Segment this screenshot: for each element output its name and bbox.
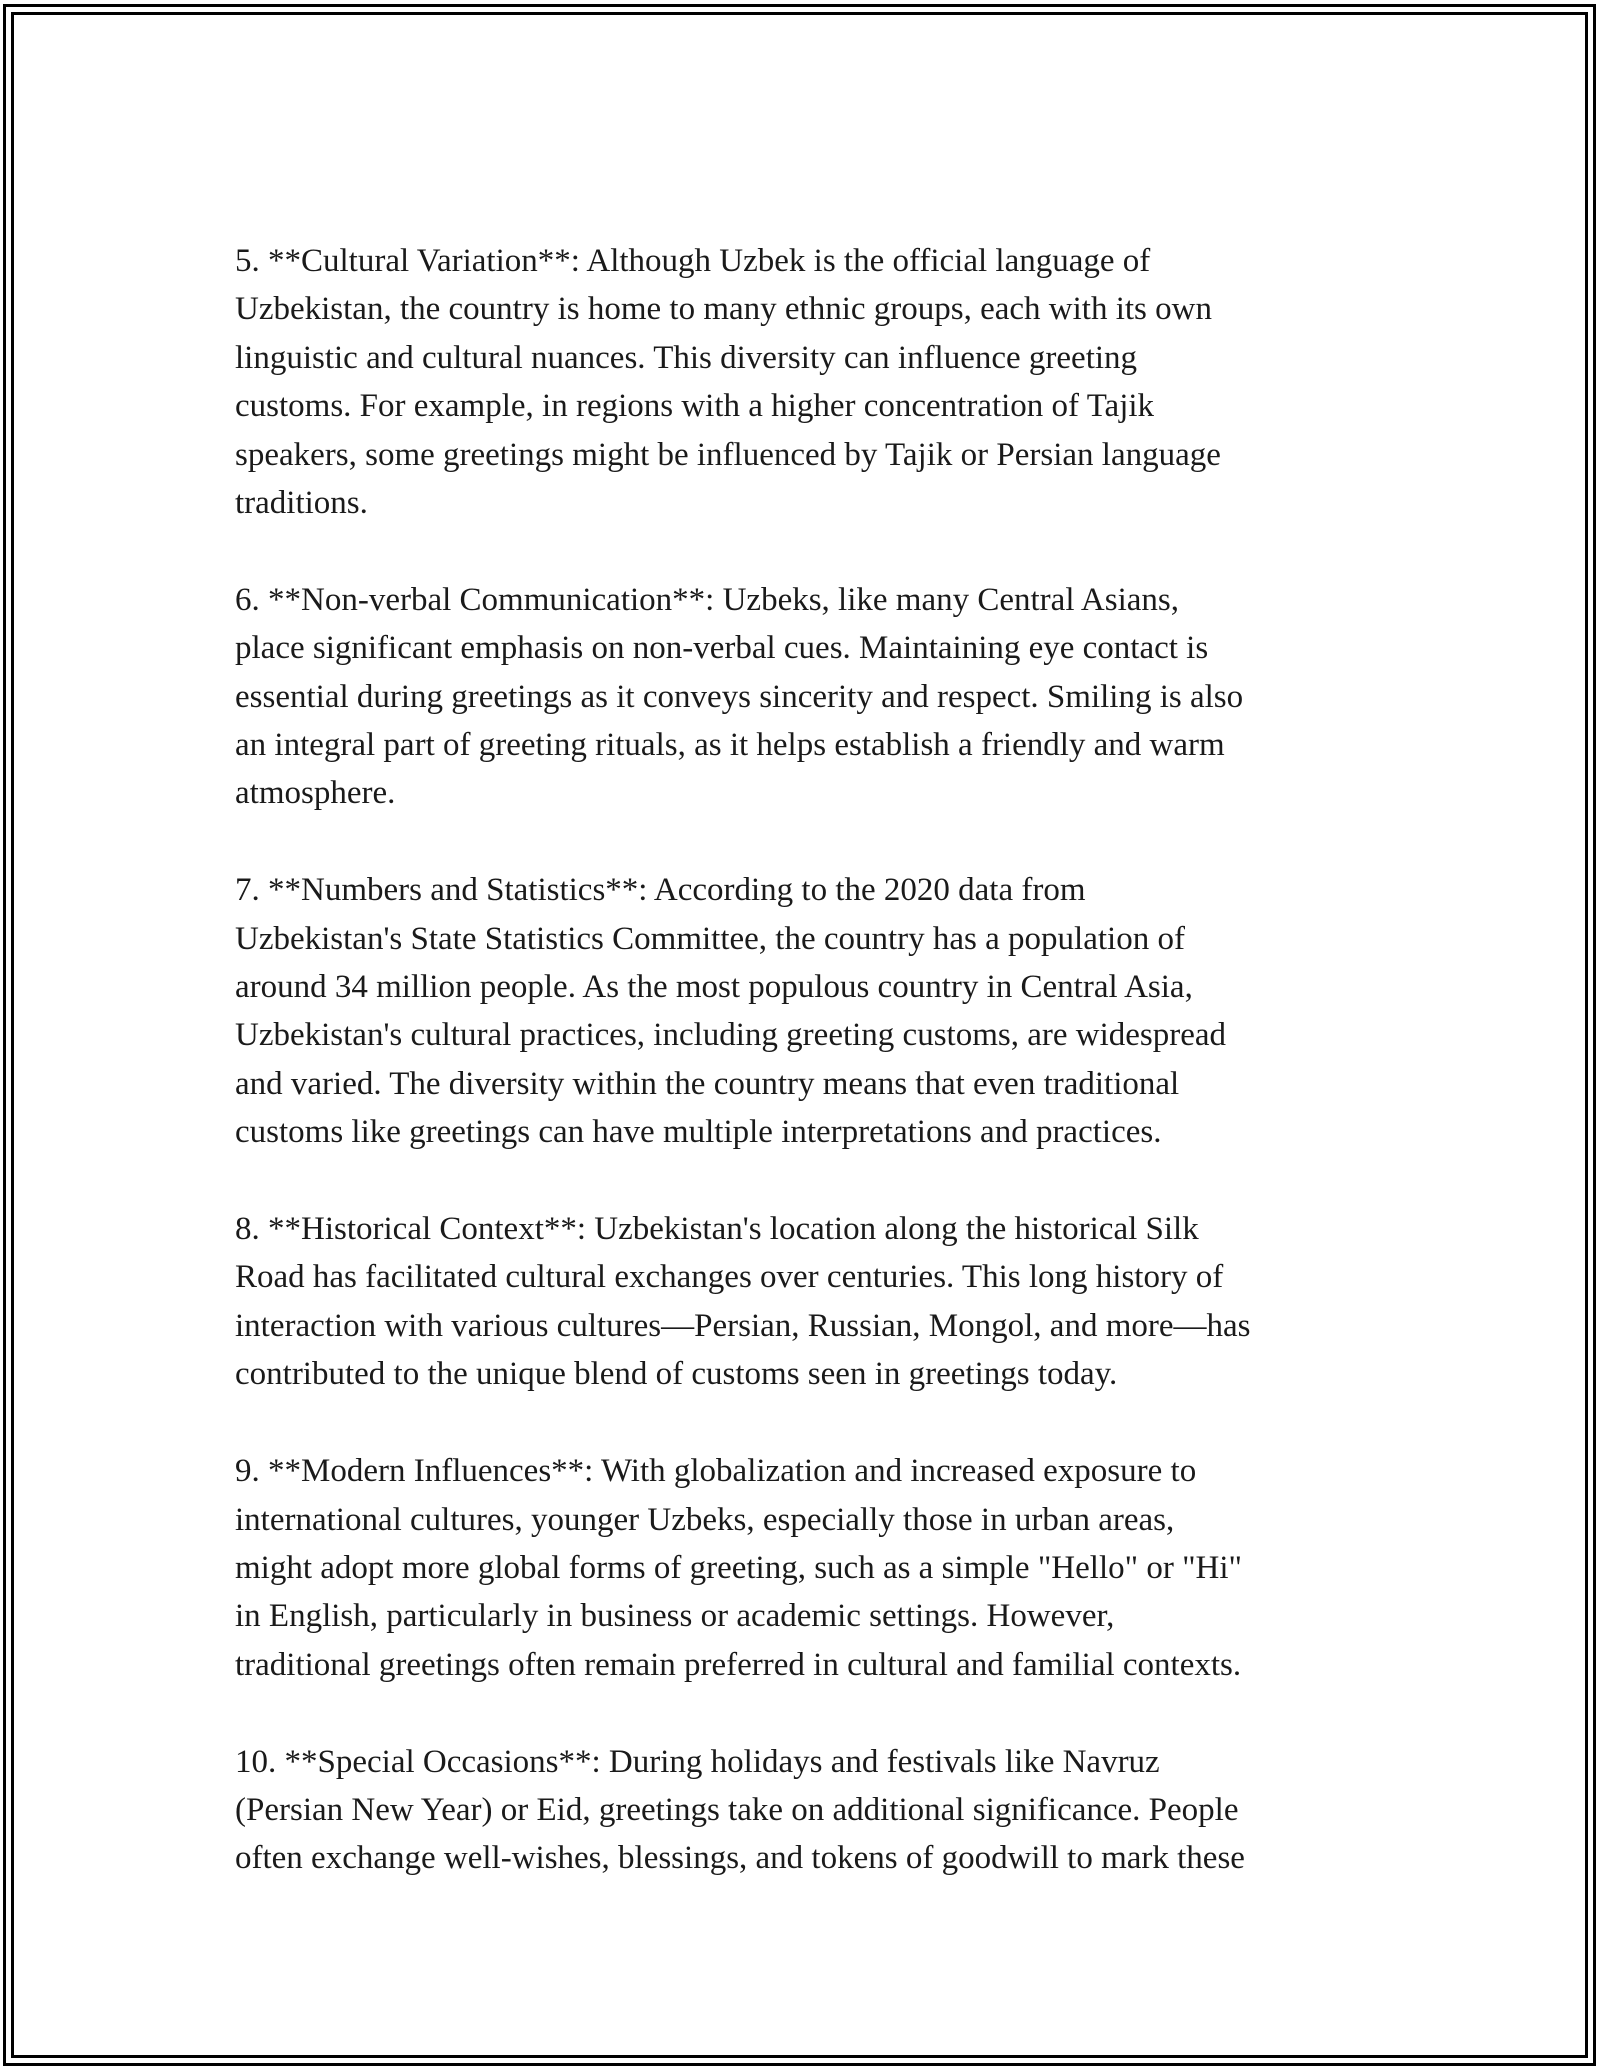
text-line: interaction with various cultures—Persian, Russian, Mongol, and more—has bbox=[235, 1307, 1251, 1344]
text-line: customs like greetings can have multiple interpretations and practices. bbox=[235, 1114, 1162, 1151]
text-line: 9. **Modern Influences**: With globalization and increased exposure to bbox=[235, 1453, 1197, 1490]
text-line: Uzbekistan's State Statistics Committee, the country has a population of bbox=[235, 920, 1185, 957]
text-line: often exchange well-wishes, blessings, and tokens of goodwill to mark these bbox=[235, 1840, 1245, 1877]
text-line: contributed to the unique blend of customs seen in greetings today. bbox=[235, 1356, 1118, 1393]
document-body bbox=[235, 237, 1375, 1931]
text-line: Road has facilitated cultural exchanges over centuries. This long history of bbox=[235, 1259, 1224, 1296]
text-line: and varied. The diversity within the country means that even traditional bbox=[235, 1065, 1180, 1102]
text-line: 6. **Non-verbal Communication**: Uzbeks, like many Central Asians, bbox=[235, 581, 1179, 618]
text-line: place significant emphasis on non-verbal cues. Maintaining eye contact is bbox=[235, 630, 1209, 667]
text-line: (Persian New Year) or Eid, greetings take on additional significance. People bbox=[235, 1791, 1239, 1828]
text-line: atmosphere. bbox=[235, 775, 396, 812]
text-line: speakers, some greetings might be influenced by Tajik or Persian language bbox=[235, 436, 1221, 473]
text-line: might adopt more global forms of greeting, such as a simple "Hello" or "Hi" bbox=[235, 1549, 1243, 1586]
text-line: Uzbekistan's cultural practices, including greeting customs, are widespread bbox=[235, 1017, 1227, 1054]
text-line: linguistic and cultural nuances. This diversity can influence greeting bbox=[235, 339, 1138, 376]
text-line: 10. **Special Occasions**: During holidays and festivals like Navruz bbox=[235, 1743, 1160, 1780]
text-line: in English, particularly in business or academic settings. However, bbox=[235, 1598, 1115, 1635]
text-line: traditional greetings often remain preferred in cultural and familial contexts. bbox=[235, 1646, 1242, 1683]
text-line: around 34 million people. As the most populous country in Central Asia, bbox=[235, 969, 1193, 1006]
paragraph-cultural-variation bbox=[235, 237, 1375, 527]
text-line: traditions. bbox=[235, 485, 368, 522]
text-line: 5. **Cultural Variation**: Although Uzbek is the official language of bbox=[235, 243, 1151, 279]
paragraph-historical-context bbox=[235, 1205, 1375, 1399]
text-line: 7. **Numbers and Statistics**: According to the 2020 data from bbox=[235, 872, 1086, 909]
paragraph-special-occasions bbox=[235, 1738, 1375, 1883]
text-line: essential during greetings as it conveys sincerity and respect. Smiling is also bbox=[235, 678, 1244, 715]
text-line: 8. **Historical Context**: Uzbekistan's location along the historical Silk bbox=[235, 1211, 1199, 1248]
text-line: customs. For example, in regions with a higher concentration of Tajik bbox=[235, 388, 1155, 425]
text-line: Uzbekistan, the country is home to many ethnic groups, each with its own bbox=[235, 291, 1212, 328]
paragraph-non-verbal-communication bbox=[235, 576, 1375, 818]
text-line: an integral part of greeting rituals, as it helps establish a friendly and warm bbox=[235, 727, 1225, 764]
paragraph-modern-influences bbox=[235, 1447, 1375, 1689]
text-line: international cultures, younger Uzbeks, especially those in urban areas, bbox=[235, 1501, 1175, 1538]
paragraph-numbers-and-statistics bbox=[235, 866, 1375, 1156]
